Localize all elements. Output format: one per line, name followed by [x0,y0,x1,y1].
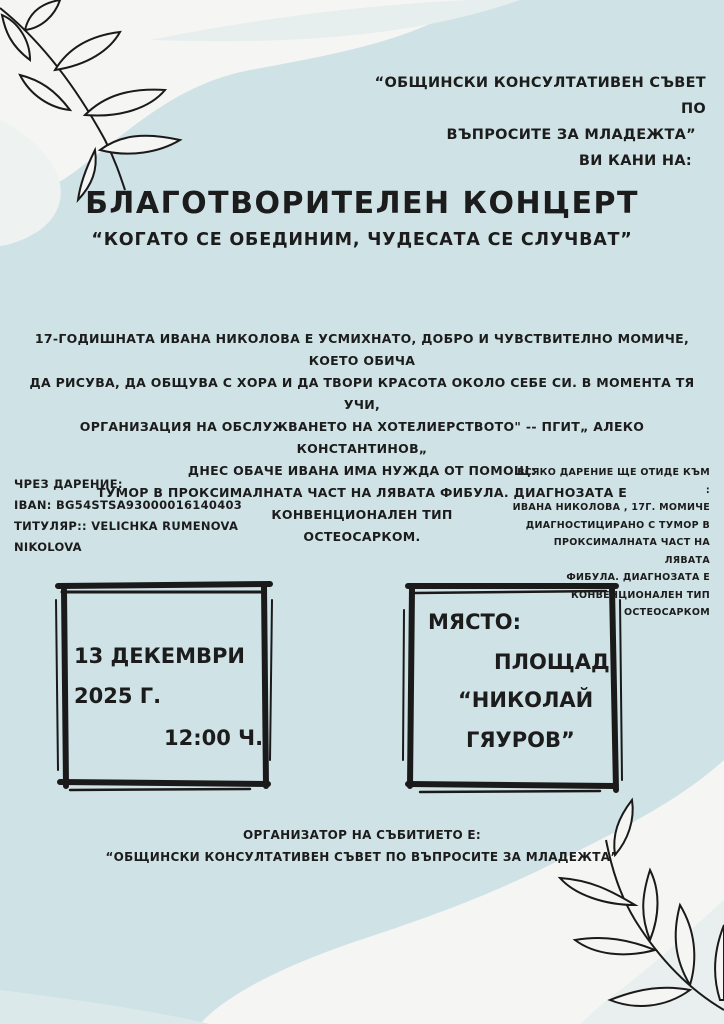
header-org-line: ВЪПРОСИТЕ ЗА МЛАДЕЖТА” [446,127,696,143]
donation-note-line: ВСЯКО ДАРЕНИЕ ЩЕ ОТИДЕ КЪМ : [517,467,710,496]
donation-holder: ТИТУЛЯР:: VELICHKA RUMENOVA [14,519,239,533]
place-line: ГЯУРОВ” [466,728,575,752]
donation-note-line: ПРОКСИМАЛНАТА ЧАСТ НА ЛЯВАТА [553,537,710,566]
story-line: ТУМОР В ПРОКСИМАЛНАТА ЧАСТ НА ЛЯВАТА ФИБУЛА. ДИАГНОЗАТА Е КОНВЕНЦИОНАЛЕН ТИП [96,485,628,522]
event-year: 2025 Г. [74,684,162,708]
donation-note-line: ОСТЕОСАРКОМ [624,607,710,618]
header-org-line: “ОБЩИНСКИ КОНСУЛТАТИВЕН СЪВЕТ ПО [374,75,706,117]
donation-note-line: КОНВЕНЦИОНАЛЕН ТИП [570,589,710,601]
story-line: 17-ГОДИШНАТА ИВАНА НИКОЛОВА Е УСМИХНАТО, ДОБРО И ЧУВСТВИТЕЛНО МОМИЧЕ, КОЕТО ОБИЧА [34,331,690,368]
donation-details [14,474,244,558]
organizer-label: ОРГАНИЗАТОР НА СЪБИТИЕТО Е: [242,828,482,842]
story-line: ОСТЕОСАРКОМ. [303,529,421,544]
story-line: ДНЕС ОБАЧЕ ИВАНА ИМА НУЖДА ОТ ПОМОЩ: [187,463,537,478]
donation-holder: NIKOLOVA [14,540,82,554]
donation-iban: IBAN: BG54STSA93000016140403 [14,498,243,512]
header-invites: ВИ КАНИ НА: [578,153,692,169]
donation-note [510,464,710,622]
event-time: 12:00 Ч. [164,726,264,750]
bottom-wave-tint [0,990,210,1024]
event-title: БЛАГОТВОРИТЕЛЕН КОНЦЕРТ [85,186,639,221]
place-line: ПЛОЩАД [494,650,610,674]
donation-label: ЧРЕЗ ДАРЕНИЕ: [14,477,123,491]
donation-note-line: ИВАНА НИКОЛОВА , 17Г. МОМИЧЕ [512,502,710,513]
event-date: 13 ДЕКЕМВРИ [74,644,245,668]
organizer-name: “ОБЩИНСКИ КОНСУЛТАТИВЕН СЪВЕТ ПО ВЪПРОСИТЕ ЗА МЛАДЕЖТА” [105,850,619,864]
event-subtitle: “КОГАТО СЕ ОБЕДИНИМ, ЧУДЕСАТА СЕ СЛУЧВАТ” [91,230,633,250]
donation-note-line: ДИАГНОСТИЦИРАНО С ТУМОР В [525,519,710,531]
story-line: ОРГАНИЗАЦИЯ НА ОБСЛУЖВАНЕТО НА ХОТЕЛИЕРСТВОТО" -- ПГИТ„ АЛЕКО КОНСТАНТИНОВ„ [79,419,645,456]
place-line: “НИКОЛАЙ [458,688,594,712]
story-line: ДА РИСУВА, ДА ОБЩУВА С ХОРА И ДА ТВОРИ КРАСОТА ОКОЛО СЕБЕ СИ. В МОМЕНТА ТЯ УЧИ, [29,375,695,412]
header-organization [346,70,706,174]
place-label: МЯСТО: [428,610,522,634]
donation-note-line: ФИБУЛА. ДИАГНОЗАТА Е [566,572,710,583]
